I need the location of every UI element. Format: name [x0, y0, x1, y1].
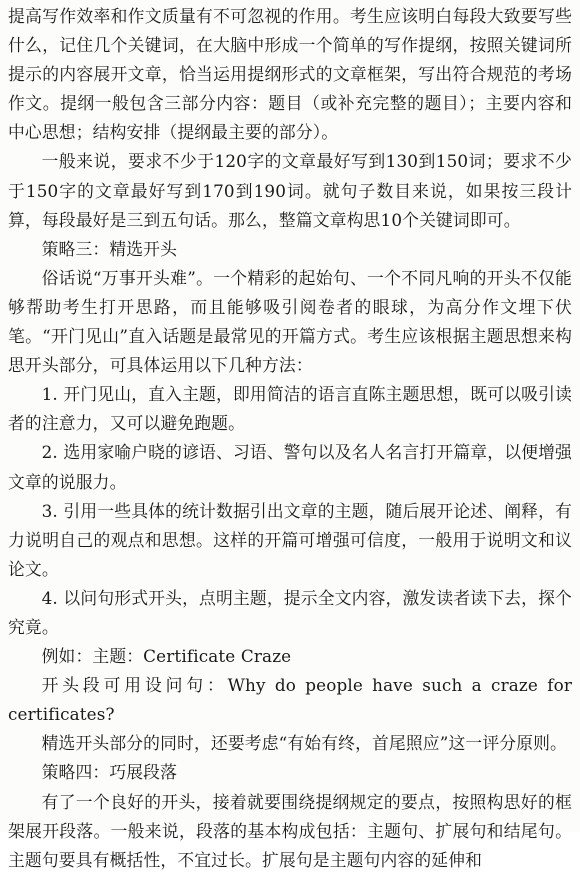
example-question: 开头段可用设问句：Why do people have such a craze for certificates? — [8, 675, 572, 725]
paragraph-word-count: 一般来说，要求不少于120字的文章最好写到130到150词；要求不少于150字的文章最好写到170到190词。就句子数目来说，如果按三段计算，每段最好是三到五句话。那么，整篇文章构思10个关键词即可。 — [8, 151, 572, 230]
paragraph-expand-paragraphs: 有了一个良好的开头，接着就要围绕提纲规定的要点，按照构思好的框架展开段落。一般来说，段落的基本构成包括：主题句、扩展句和结尾句。主题句要具有概括性，不宜过长。扩展句是主题句内容的延伸和 — [8, 791, 572, 870]
paragraph-opening-intro: 俗话说“万事开头难”。一个精彩的起始句、一个不同凡响的开头不仅能够帮助考生打开思路，而且能够吸引阅卷者的眼球，为高分作文埋下伏笔。“开门见山”直入话题是最常见的开篇方式。考生应该根据主题思想来构思开头部分，可具体运用以下几种方法： — [8, 267, 572, 376]
paragraph-scoring-principle: 精选开头部分的同时，还要考虑“有始有终，首尾照应”这一评分原则。 — [41, 733, 567, 754]
heading-strategy-four: 策略四：巧展段落 — [41, 762, 178, 783]
heading-strategy-three: 策略三：精选开头 — [41, 238, 178, 259]
example-topic: 例如：主题：Certificate Craze — [41, 646, 292, 667]
paragraph-writing-outline: 提高写作效率和作文质量有不可忽视的作用。考生应该明白每段大致要写些什么，记住几个关键词，在大脑中形成一个简单的写作提纲，按照关键词所提示的内容展开文章，恰当运用提纲形式的文章框架，写出符合规范的考场作文。提纲一般包含三部分内容：题目（或补充完整的题目）；主要内容和中心思想；结构安排（提纲最主要的部分）。 — [8, 6, 572, 143]
list-item-method-2: 2. 选用家喻户晓的谚语、习语、警句以及名人名言打开篇章，以便增强文章的说服力。 — [8, 442, 572, 492]
list-item-method-1: 1. 开门见山，直入主题，即用简洁的语言直陈主题思想，既可以吸引读者的注意力，又可以避免跑题。 — [8, 384, 572, 434]
list-item-method-4: 4. 以问句形式开头，点明主题，提示全文内容，激发读者读下去，探个究竟。 — [8, 587, 572, 637]
list-item-method-3: 3. 引用一些具体的统计数据引出文章的主题，随后展开论述、阐释，有力说明自己的观点和思想。这样的开篇可增强可信度，一般用于说明文和议论文。 — [8, 500, 572, 579]
